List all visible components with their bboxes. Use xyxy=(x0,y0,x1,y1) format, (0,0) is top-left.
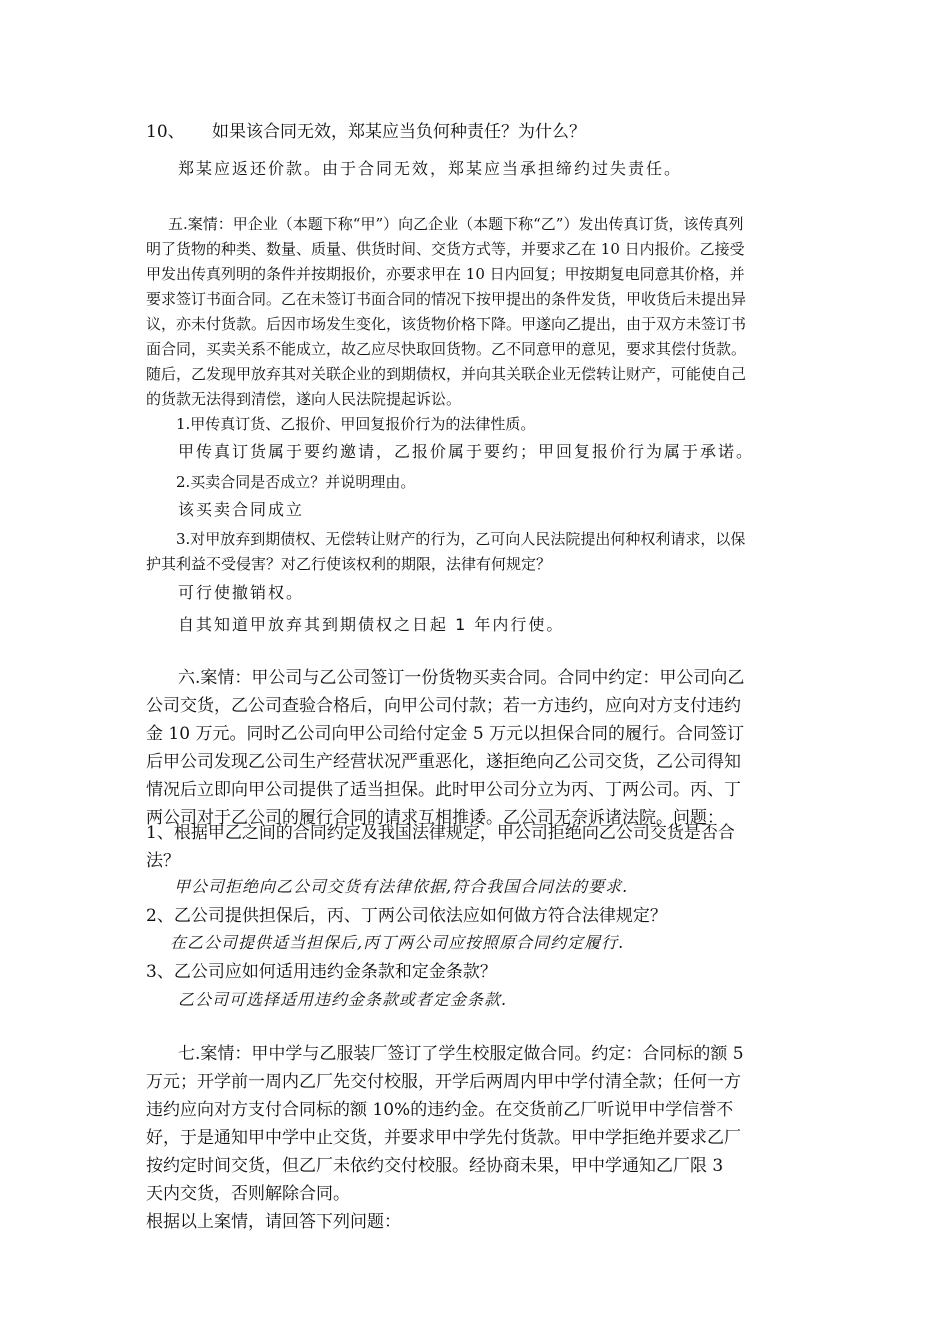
case6-line-1: 六.案情：甲公司与乙公司签订一份货物买卖合同。合同中约定：甲公司向乙 xyxy=(178,668,745,688)
case5-question-3-line-1: 3.对甲放弃到期债权、无偿转让财产的行为，乙可向人民法院提出何种权利请求，以保 xyxy=(176,530,746,548)
case5-line-1: 五.案情：甲企业（本题下称“甲”）向乙企业（本题下称“乙”）发出传真订货，该传真列 xyxy=(168,215,744,233)
case6-line-4: 后甲公司发现乙公司生产经营状况严重恶化，遂拒绝向乙公司交货，乙公司得知 xyxy=(146,752,741,772)
case7-line-4: 好，于是通知甲中学中止交货，并要求甲中学先付货款。甲中学拒绝并要求乙厂 xyxy=(146,1128,741,1148)
case6-question-1-line-2: 法？ xyxy=(146,851,180,871)
case7-line-5: 按约定时间交货，但乙厂未依约交付校服。经协商未果，甲中学通知乙厂限 3 xyxy=(146,1156,724,1176)
case6-question-2: 2、乙公司提供担保后，丙、丁两公司依法应如何做方符合法律规定？ xyxy=(146,906,667,926)
case6-line-5: 情况后立即向甲公司提供了适当担保。此时甲公司分立为丙、丁两公司。丙、丁 xyxy=(146,780,741,800)
case5-line-8: 的货款无法得到清偿，遂向人民法院提起诉讼。 xyxy=(146,390,462,408)
case5-answer-1: 甲传真订货属于要约邀请，乙报价属于要约；甲回复报价行为属于承诺。 xyxy=(178,442,755,461)
case5-line-2: 明了货物的种类、数量、质量、供货时间、交货方式等，并要求乙在 10 日内报价。乙接受 xyxy=(146,240,745,258)
q10-question: 如果该合同无效，郑某应当负何种责任？为什么？ xyxy=(212,122,586,142)
case7-line-3: 违约应向对方支付合同标的额 10%的违约金。在交货前乙厂听说甲中学信誉不 xyxy=(146,1100,734,1120)
case7-line-7: 根据以上案情，请回答下列问题： xyxy=(146,1212,401,1232)
q10-answer: 郑某应返还价款。由于合同无效，郑某应当承担缔约过失责任。 xyxy=(178,159,683,178)
case6-line-3: 金 10 万元。同时乙公司向甲公司给付定金 5 万元以担保合同的履行。合同签订 xyxy=(146,724,745,744)
case6-answer-2: 在乙公司提供适当担保后,丙丁两公司应按照原合同约定履行. xyxy=(170,933,625,952)
case5-answer-3-line-2: 自其知道甲放弃其到期债权之日起 1 年内行使。 xyxy=(178,615,565,634)
case6-line-2: 公司交货，乙公司查验合格后，向甲公司付款；若一方违约，应向对方支付违约 xyxy=(146,696,741,716)
case5-question-2: 2.买卖合同是否成立？并说明理由。 xyxy=(176,473,416,491)
case5-question-3-line-2: 护其利益不受侵害？对乙行使该权利的期限，法律有何规定？ xyxy=(146,555,552,573)
case6-question-3: 3、乙公司应如何适用违约金条款和定金条款？ xyxy=(146,962,497,982)
case5-answer-2: 该买卖合同成立 xyxy=(178,500,305,519)
case6-line-6: 两公司对于乙公司的履行合同的请求互相推诿。乙公司无奈诉诸法院。问题： xyxy=(146,808,724,828)
q10-number: 10、 xyxy=(146,122,185,142)
case6-question-1-line-1: 1、根据甲乙之间的合同约定及我国法律规定，甲公司拒绝向乙公司交货是否合 xyxy=(146,823,735,843)
case5-line-3: 甲发出传真列明的条件并按期报价，亦要求甲在 10 日内回复；甲按期复电同意其价格，并 xyxy=(146,265,745,283)
case7-line-1: 七.案情：甲中学与乙服装厂签订了学生校服定做合同。约定：合同标的额 5 xyxy=(178,1044,744,1064)
case6-answer-3: 乙公司可选择适用违约金条款或者定金条款. xyxy=(178,990,508,1009)
case5-line-7: 随后，乙发现甲放弃其对关联企业的到期债权，并向其关联企业无偿转让财产，可能使自己 xyxy=(146,365,747,383)
case7-line-2: 万元；开学前一周内乙厂先交付校服，开学后两周内甲中学付清全款；任何一方 xyxy=(146,1072,741,1092)
case5-answer-3-line-1: 可行使撤销权。 xyxy=(178,583,305,602)
case5-line-6: 面合同，买卖关系不能成立，故乙应尽快取回货物。乙不同意甲的意见，要求其偿付货款。 xyxy=(146,340,747,358)
case7-line-6: 天内交货，否则解除合同。 xyxy=(146,1184,350,1204)
case5-line-5: 议，亦未付货款。后因市场发生变化，该货物价格下降。甲遂向乙提出，由于双方未签订书 xyxy=(146,315,747,333)
case6-answer-1: 甲公司拒绝向乙公司交货有法律依据,符合我国合同法的要求. xyxy=(174,877,629,896)
case5-line-4: 要求签订书面合同。乙在未签订书面合同的情况下按甲提出的条件发货，甲收货后未提出异 xyxy=(146,290,747,308)
case5-question-1: 1.甲传真订货、乙报价、甲回复报价行为的法律性质。 xyxy=(176,415,536,433)
